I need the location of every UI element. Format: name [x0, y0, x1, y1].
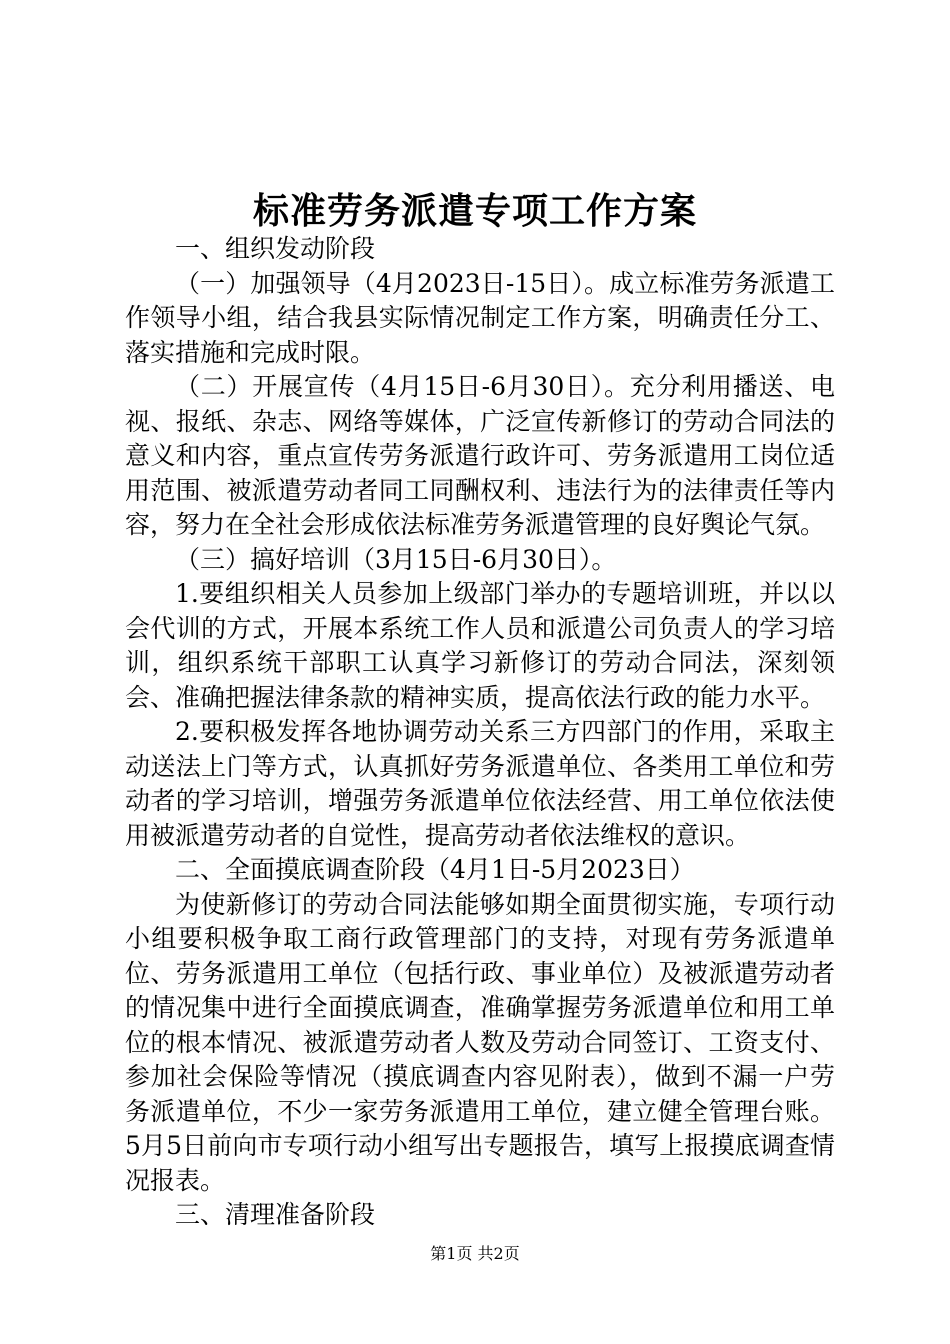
paragraph: 2.要积极发挥各地协调劳动关系三方四部门的作用，采取主动送法上门等方式，认真抓好劳务派遣单位、各类用工单位和劳动者的学习培训，增强劳务派遣单位依法经营、用工单位依法使用被派遣劳动者的自觉性，提高劳动者依法维权的意识。	[125, 717, 835, 850]
page-footer: 第1页 共2页	[430, 1244, 520, 1263]
document-body	[125, 232, 835, 1233]
paragraph: （一）加强领导（4月2023日-15日）。成立标准劳务派遣工作领导小组，结合我县实际情况制定工作方案，明确责任分工、落实措施和完成时限。	[125, 268, 835, 367]
document-title: 标准劳务派遣专项工作方案	[252, 190, 697, 232]
paragraph: 为使新修订的劳动合同法能够如期全面贯彻实施，专项行动小组要积极争取工商行政管理部门的支持，对现有劳务派遣单位、劳务派遣用工单位（包括行政、事业单位）及被派遣劳动者的情况集中进行全面摸底调查，准确掌握劳务派遣单位和用工单位的根本情况、被派遣劳动者人数及劳动合同签订、工资支付、参加社会保险等情况（摸底调查内容见附表），做到不漏一户劳务派遣单位，不少一家劳务派遣用工单位，建立健全管理台账。5月5日前向市专项行动小组写出专题报告，填写上报摸底调查情况报表。	[125, 889, 835, 1195]
section-heading: 二、全面摸底调查阶段（4月1日-5月2023日）	[175, 855, 695, 884]
paragraph: 1.要组织相关人员参加上级部门举办的专题培训班，并以以会代训的方式，开展本系统工作人员和派遣公司负责人的学习培训，组织系统干部职工认真学习新修订的劳动合同法，深刻领会、准确把握法律条款的精神实质，提高依法行政的能力水平。	[125, 579, 835, 712]
section-heading: 一、组织发动阶段	[175, 234, 376, 263]
section-heading: 三、清理准备阶段	[175, 1200, 376, 1229]
paragraph: （二）开展宣传（4月15日-6月30日）。充分利用播送、电视、报纸、杂志、网络等媒体，广泛宣传新修订的劳动合同法的意义和内容，重点宣传劳务派遣行政许可、劳务派遣用工岗位适用范围、被派遣劳动者同工同酬权利、违法行为的法律责任等内容，努力在全社会形成依法标准劳务派遣管理的良好舆论气氛。	[125, 372, 835, 539]
paragraph: （三）搞好培训（3月15日-6月30日）。	[175, 544, 617, 574]
